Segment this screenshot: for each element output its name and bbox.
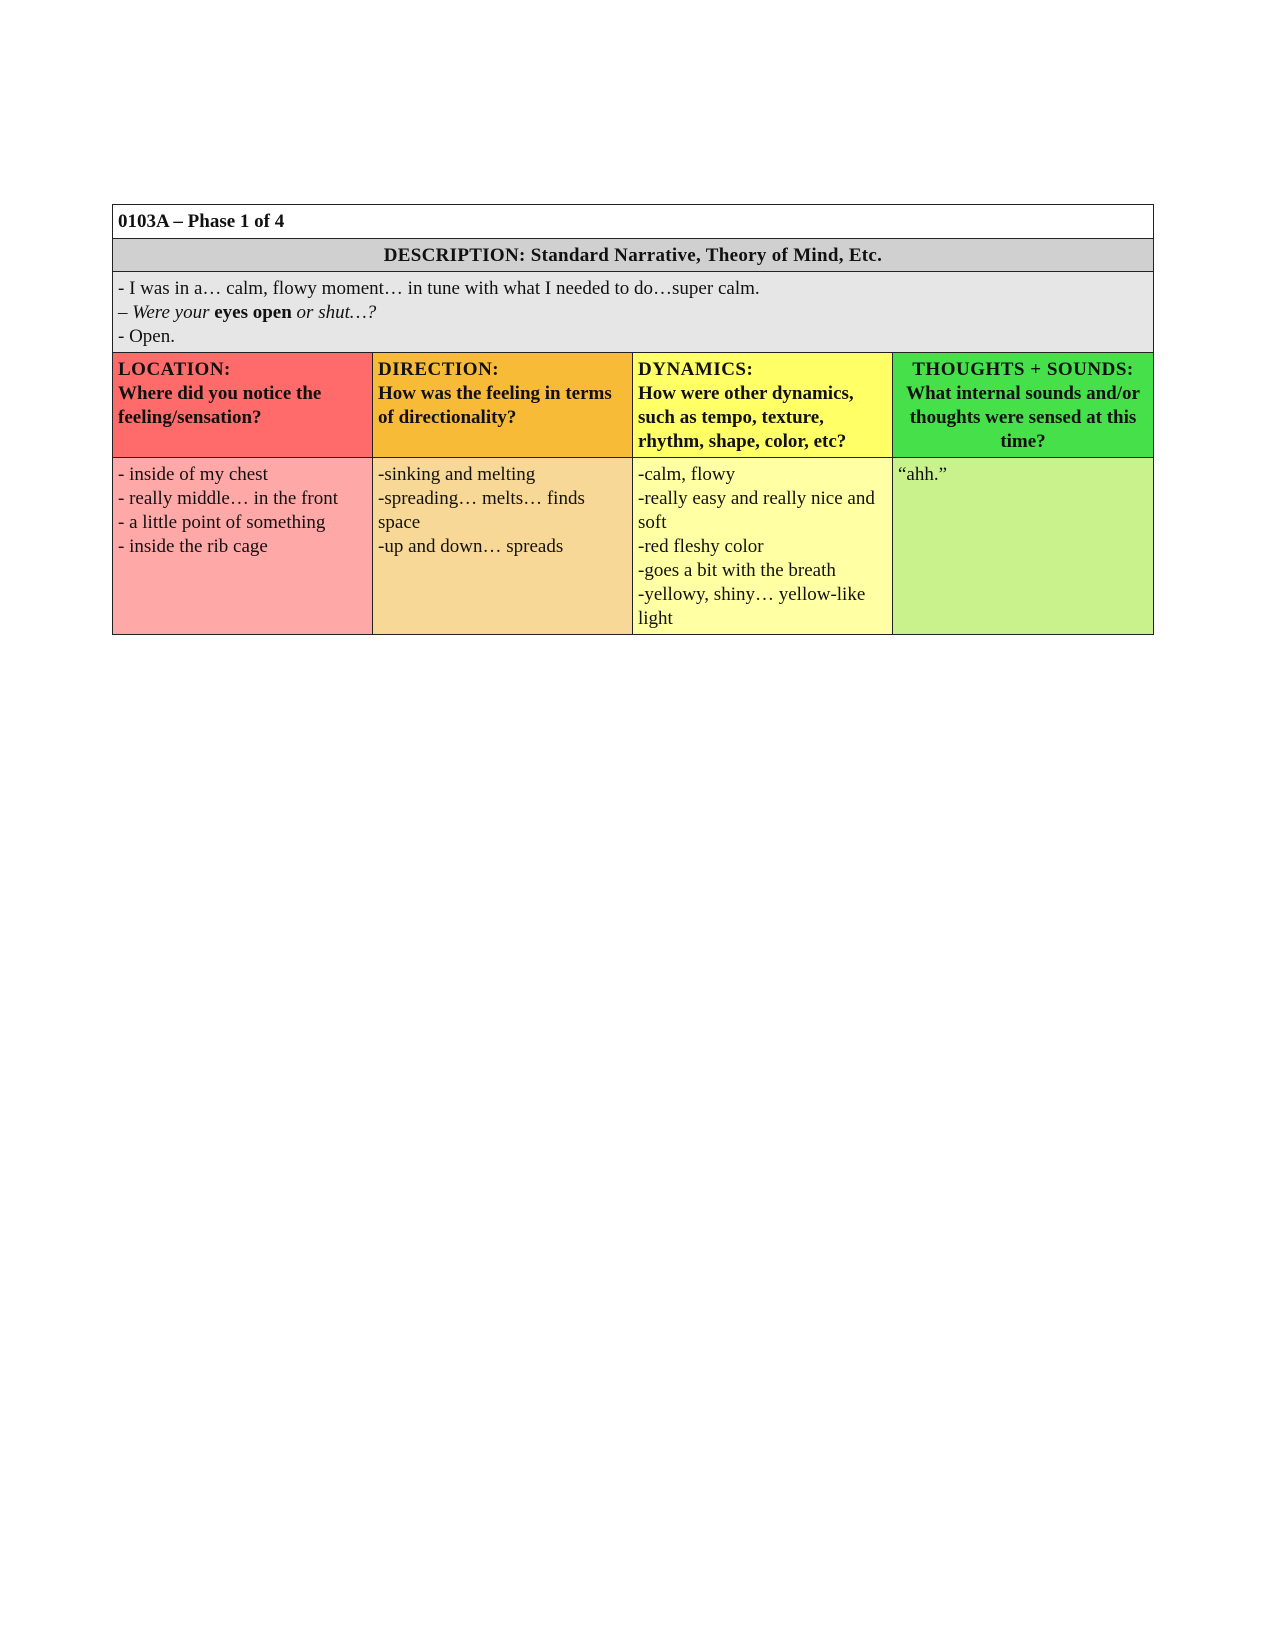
description-header-row bbox=[113, 239, 1154, 272]
list-item: -up and down… spreads bbox=[378, 536, 564, 557]
list-item: -really easy and really nice and soft bbox=[638, 488, 875, 533]
thoughts-sounds-question: What internal sounds and/or thoughts were sensed at this time? bbox=[906, 383, 1140, 452]
narrative-line-2 bbox=[118, 301, 1148, 325]
list-item: - inside of my chest bbox=[118, 464, 268, 485]
list-item: - a little point of something bbox=[118, 512, 326, 533]
column-header-row bbox=[113, 353, 1154, 458]
location-entries bbox=[113, 458, 373, 635]
narrative-dash: – bbox=[118, 302, 133, 323]
direction-entries bbox=[373, 458, 633, 635]
list-item: “ahh.” bbox=[898, 464, 948, 485]
thoughts-sounds-category: THOUGHTS + SOUNDS: bbox=[912, 359, 1134, 380]
narrative-question-part-2: or shut…? bbox=[291, 302, 377, 323]
location-category: LOCATION: bbox=[118, 359, 231, 380]
direction-question: How was the feeling in terms of directionality? bbox=[378, 383, 612, 428]
list-item: -goes a bit with the breath bbox=[638, 560, 836, 581]
list-item: - inside the rib cage bbox=[118, 536, 268, 557]
list-item: -calm, flowy bbox=[638, 464, 736, 485]
narrative-line-3: - Open. bbox=[118, 326, 175, 347]
narrative-cell bbox=[113, 272, 1154, 353]
dynamics-category: DYNAMICS: bbox=[638, 359, 754, 380]
narrative-question-part-1: Were your bbox=[132, 302, 215, 323]
phase-table bbox=[112, 204, 1154, 635]
narrative-row bbox=[113, 272, 1154, 353]
entries-row bbox=[113, 458, 1154, 635]
dynamics-question: How were other dynamics, such as tempo, texture, rhythm, shape, color, etc? bbox=[638, 383, 854, 452]
title-row bbox=[113, 205, 1154, 239]
direction-header bbox=[373, 353, 633, 458]
list-item: -spreading… melts… finds space bbox=[378, 488, 585, 533]
thoughts-sounds-header bbox=[893, 353, 1154, 458]
direction-category: DIRECTION: bbox=[378, 359, 500, 380]
dynamics-header bbox=[633, 353, 893, 458]
thoughts-sounds-entries bbox=[893, 458, 1154, 635]
description-header: DESCRIPTION: Standard Narrative, Theory of Mind, Etc. bbox=[113, 239, 1154, 272]
list-item: -red fleshy color bbox=[638, 536, 764, 557]
phase-title: 0103A – Phase 1 of 4 bbox=[113, 205, 1154, 239]
narrative-line-1: - I was in a… calm, flowy moment… in tune with what I needed to do…super calm. bbox=[118, 278, 760, 299]
narrative-question-emphasis: eyes open bbox=[214, 302, 292, 323]
list-item: -sinking and melting bbox=[378, 464, 536, 485]
location-header bbox=[113, 353, 373, 458]
list-item: -yellowy, shiny… yellow-like light bbox=[638, 584, 866, 629]
dynamics-entries bbox=[633, 458, 893, 635]
list-item: - really middle… in the front bbox=[118, 488, 339, 509]
location-question: Where did you notice the feeling/sensation? bbox=[118, 383, 322, 428]
